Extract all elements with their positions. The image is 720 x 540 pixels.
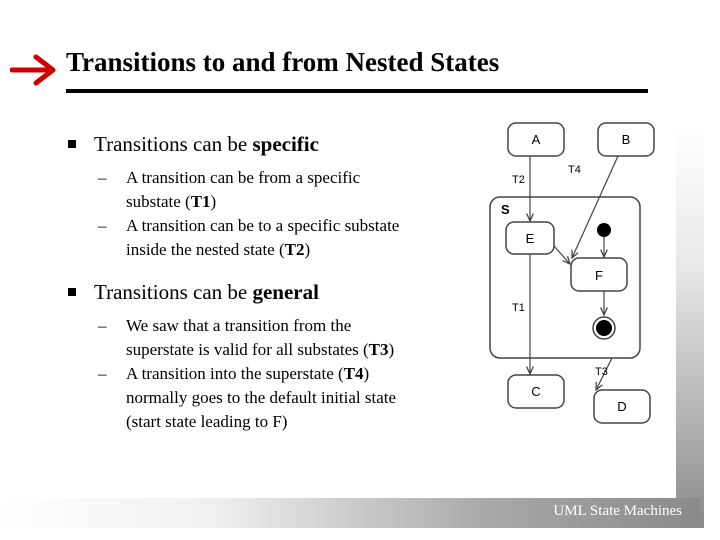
title-underline bbox=[66, 89, 648, 93]
state-b-label: B bbox=[621, 132, 631, 147]
t4-label: T4 bbox=[568, 164, 581, 176]
bullet-text: Transitions can be bbox=[94, 132, 253, 156]
t2-label: T2 bbox=[512, 174, 525, 186]
bullet-square-icon bbox=[68, 140, 76, 148]
footer-label: UML State Machines bbox=[553, 503, 682, 519]
bullet-square-icon bbox=[68, 288, 76, 296]
t1-label: T1 bbox=[512, 302, 525, 314]
initial-state-dot bbox=[597, 223, 611, 237]
bullet-text: Transitions can be bbox=[94, 280, 253, 304]
subbullet-t4: – A transition into the superstate (T4) normally goes to the default initial state (start state leading to F) bbox=[98, 364, 397, 431]
slide-title: Transitions to and from Nested States bbox=[66, 47, 500, 77]
subbullet-t3: – We saw that a transition from the superstate is valid for all substates (T3) bbox=[98, 316, 395, 359]
state-f-label: F bbox=[595, 268, 603, 283]
state-diagram bbox=[482, 118, 662, 430]
state-c-label: C bbox=[531, 384, 541, 399]
bullet-emphasis: specific bbox=[252, 132, 319, 156]
bullet-emphasis: general bbox=[252, 280, 319, 304]
bullet-list bbox=[68, 130, 468, 434]
side-gradient-bar bbox=[676, 124, 704, 528]
bullet-general bbox=[68, 278, 468, 306]
subbullet-t2: – A transition can be to a specific substate inside the nested state (T2) bbox=[98, 216, 400, 259]
t3-label: T3 bbox=[595, 366, 608, 378]
subbullet-t1: – A transition can be from a specific substate (T1) bbox=[98, 168, 361, 211]
superstate-s-label: S bbox=[501, 202, 510, 217]
arrow-right-icon bbox=[10, 52, 58, 88]
state-e-label: E bbox=[525, 231, 535, 246]
state-a-label: A bbox=[531, 132, 541, 147]
bullet-specific bbox=[68, 130, 468, 158]
state-d-label: D bbox=[617, 399, 627, 414]
final-state-dot bbox=[596, 320, 612, 336]
